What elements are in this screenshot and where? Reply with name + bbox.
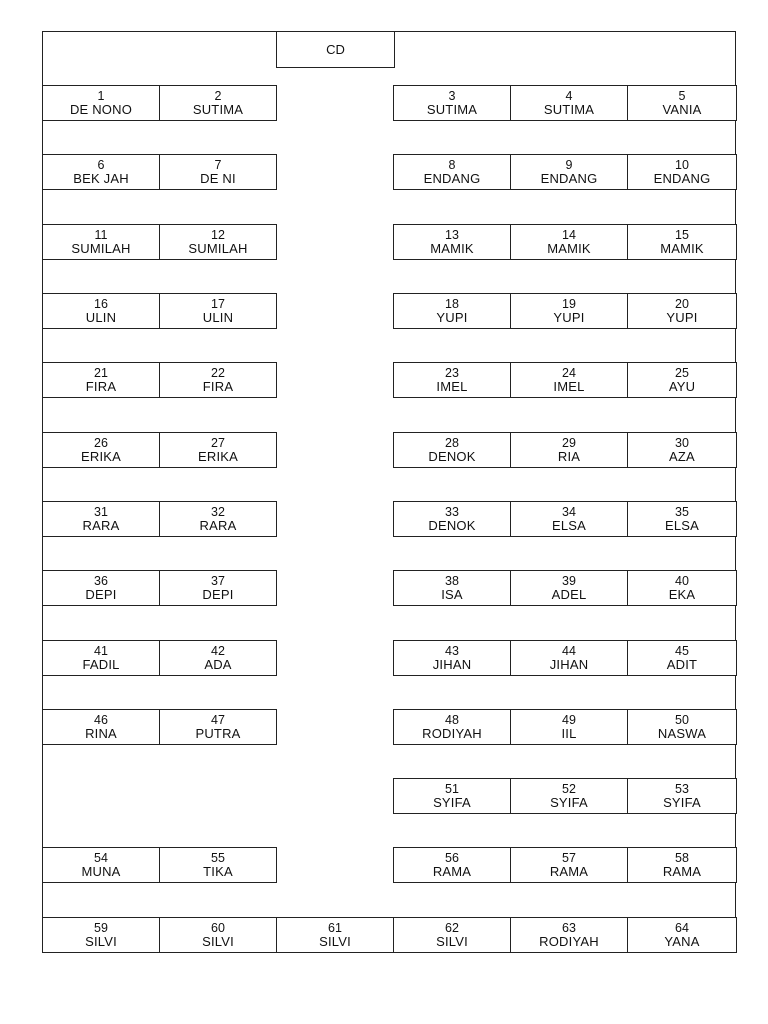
seat-number: 26 [94,436,108,450]
seat-number: 59 [94,921,108,935]
seat-name: RARA [199,518,237,533]
seat-name: SILVI [319,934,351,949]
seat-cell [42,640,160,676]
seat-number: 20 [675,297,689,311]
seat-cell [159,501,277,537]
seat-number: 29 [562,436,576,450]
seat-cell [42,224,160,260]
seat-name: RODIYAH [539,934,599,949]
seat-cell [510,778,628,814]
seat-name: ENDANG [423,171,481,186]
seat-name: ERIKA [80,449,121,464]
seat-number: 13 [445,228,459,242]
seat-name: MAMIK [547,241,591,256]
seat-name: RODIYAH [422,726,482,741]
seat-number: 7 [214,158,222,172]
seat-cell [159,293,277,329]
seat-number: 38 [445,574,459,588]
seat-name: IMEL [436,379,468,394]
seat-number: 8 [448,158,456,172]
seat-cell [159,154,277,190]
seat-name: SUTIMA [192,102,244,117]
seat-cell [627,293,737,329]
seat-name: SUTIMA [426,102,478,117]
seat-number: 44 [562,644,576,658]
seat-name: YUPI [436,310,468,325]
seat-number: 35 [675,505,689,519]
seat-number: 4 [565,89,573,103]
seat-name: SUMILAH [71,241,131,256]
seat-number: 27 [211,436,225,450]
seat-name: RARA [82,518,120,533]
seat-cell [42,293,160,329]
seat-number: 57 [562,851,576,865]
seat-cell [510,293,628,329]
seat-cell [510,362,628,398]
seat-number: 61 [328,921,342,935]
seat-number: 9 [565,158,573,172]
seat-number: 31 [94,505,108,519]
seat-name: DEPI [85,587,117,602]
seat-cell [393,293,511,329]
seat-number: 10 [675,158,689,172]
seat-cell [393,570,511,606]
seat-number: 28 [445,436,459,450]
seat-number: 56 [445,851,459,865]
seat-number: 43 [445,644,459,658]
seat-cell [627,501,737,537]
seat-name: DE NI [200,171,236,186]
seat-name: SYIFA [550,795,588,810]
seat-name: SYIFA [663,795,701,810]
seat-cell [42,432,160,468]
seat-cell [393,709,511,745]
seat-name: JIHAN [432,657,472,672]
seat-cell [627,640,737,676]
seat-cell [393,85,511,121]
seat-name: SILVI [436,934,468,949]
seat-number: 60 [211,921,225,935]
cd-cell [276,31,395,68]
seat-number: 36 [94,574,108,588]
seat-number: 6 [97,158,105,172]
seat-number: 53 [675,782,689,796]
seat-number: 33 [445,505,459,519]
seat-name: FADIL [82,657,120,672]
seat-name: VANIA [662,102,702,117]
seat-name: YUPI [553,310,585,325]
seat-name: FIRA [85,379,117,394]
seat-cell [42,709,160,745]
seat-name: JIHAN [549,657,589,672]
seat-number: 19 [562,297,576,311]
seat-cell [627,224,737,260]
seat-number: 15 [675,228,689,242]
seat-number: 21 [94,366,108,380]
seat-cell [42,570,160,606]
seat-name: RIA [557,449,581,464]
seat-number: 32 [211,505,225,519]
seat-name: ADA [204,657,232,672]
seat-name: SUTIMA [543,102,595,117]
seat-name: FIRA [202,379,234,394]
seat-number: 12 [211,228,225,242]
seat-number: 14 [562,228,576,242]
seat-cell [393,432,511,468]
seat-cell [627,362,737,398]
seat-cell [510,85,628,121]
seat-name: MUNA [81,864,121,879]
seat-name: YANA [664,934,700,949]
seat-name: ADEL [551,587,587,602]
seat-cell [393,917,511,953]
seat-name: ISA [441,587,463,602]
seat-name: RINA [85,726,117,741]
seat-number: 18 [445,297,459,311]
seat-number: 64 [675,921,689,935]
seat-number: 46 [94,713,108,727]
seat-name: SILVI [202,934,234,949]
seat-cell [627,847,737,883]
seat-name: BEK JAH [73,171,129,186]
seat-number: 41 [94,644,108,658]
seat-number: 47 [211,713,225,727]
seat-name: SYIFA [433,795,471,810]
seat-cell [627,709,737,745]
seat-name: MAMIK [430,241,474,256]
seat-cell [159,917,277,953]
seat-number: 24 [562,366,576,380]
seat-name: PUTRA [195,726,241,741]
seat-name: MAMIK [660,241,704,256]
seat-number: 58 [675,851,689,865]
seat-number: 5 [678,89,686,103]
seat-cell [42,154,160,190]
seat-number: 23 [445,366,459,380]
seat-name: DENOK [428,518,476,533]
seat-cell [159,85,277,121]
seat-name: ENDANG [540,171,598,186]
seat-number: 1 [97,89,105,103]
seat-number: 51 [445,782,459,796]
seat-number: 22 [211,366,225,380]
seat-cell [159,847,277,883]
seat-name: RAMA [432,864,472,879]
seat-number: 11 [94,228,108,242]
seat-cell [159,640,277,676]
seat-cell [42,917,160,953]
seat-name: SUMILAH [188,241,248,256]
seat-number: 50 [675,713,689,727]
seat-number: 45 [675,644,689,658]
seat-number: 37 [211,574,225,588]
seat-number: 2 [214,89,222,103]
seat-name: RAMA [662,864,702,879]
seat-cell [393,640,511,676]
seat-number: 54 [94,851,108,865]
seat-name: SILVI [85,934,117,949]
seat-cell [159,709,277,745]
seat-number: 62 [445,921,459,935]
seat-cell [393,501,511,537]
seat-cell [510,432,628,468]
seat-number: 34 [562,505,576,519]
seat-cell [627,570,737,606]
seat-name: ULIN [202,310,234,325]
seat-name: ELSA [551,518,587,533]
seat-cell [393,154,511,190]
seat-cell [627,432,737,468]
seat-cell [393,224,511,260]
seat-cell [510,847,628,883]
seat-name: DE NONO [69,102,133,117]
seat-cell [42,85,160,121]
seat-name: YUPI [666,310,698,325]
seat-cell [510,570,628,606]
seat-name: AZA [669,449,695,464]
seat-name: NASWA [657,726,707,741]
seat-name: EKA [668,587,696,602]
seat-name: ERIKA [197,449,238,464]
seat-number: 40 [675,574,689,588]
seat-cell [42,362,160,398]
seat-name: ENDANG [653,171,711,186]
seat-name: RAMA [549,864,589,879]
seat-plan [42,31,736,952]
seat-name: TIKA [203,864,233,879]
seat-name: AYU [668,379,696,394]
seat-number: 30 [675,436,689,450]
seat-number: 3 [448,89,456,103]
seat-number: 49 [562,713,576,727]
seat-name: ADIT [666,657,698,672]
seat-cell [393,847,511,883]
seat-name: IIL [561,726,577,741]
seat-name: DEPI [202,587,234,602]
seat-cell [393,778,511,814]
seat-cell [627,154,737,190]
seat-cell [510,224,628,260]
seat-name: ELSA [664,518,700,533]
seat-cell [42,847,160,883]
seat-cell [510,640,628,676]
seat-cell [42,501,160,537]
seat-cell [159,570,277,606]
cd-label: CD [326,41,345,57]
seat-number: 63 [562,921,576,935]
seat-cell [276,917,394,953]
seat-number: 39 [562,574,576,588]
seat-number: 52 [562,782,576,796]
seat-name: DENOK [428,449,476,464]
seat-cell [393,362,511,398]
seat-name: ULIN [85,310,117,325]
seat-cell [510,917,628,953]
seat-cell [159,432,277,468]
seat-number: 25 [675,366,689,380]
seat-cell [627,917,737,953]
seat-cell [627,778,737,814]
seat-cell [159,362,277,398]
seat-cell [510,709,628,745]
seat-number: 48 [445,713,459,727]
seat-cell [510,501,628,537]
seat-number: 17 [211,297,225,311]
seat-cell [159,224,277,260]
seat-number: 55 [211,851,225,865]
seat-cell [510,154,628,190]
seat-cell [627,85,737,121]
seat-name: IMEL [553,379,585,394]
seat-number: 42 [211,644,225,658]
seat-number: 16 [94,297,108,311]
